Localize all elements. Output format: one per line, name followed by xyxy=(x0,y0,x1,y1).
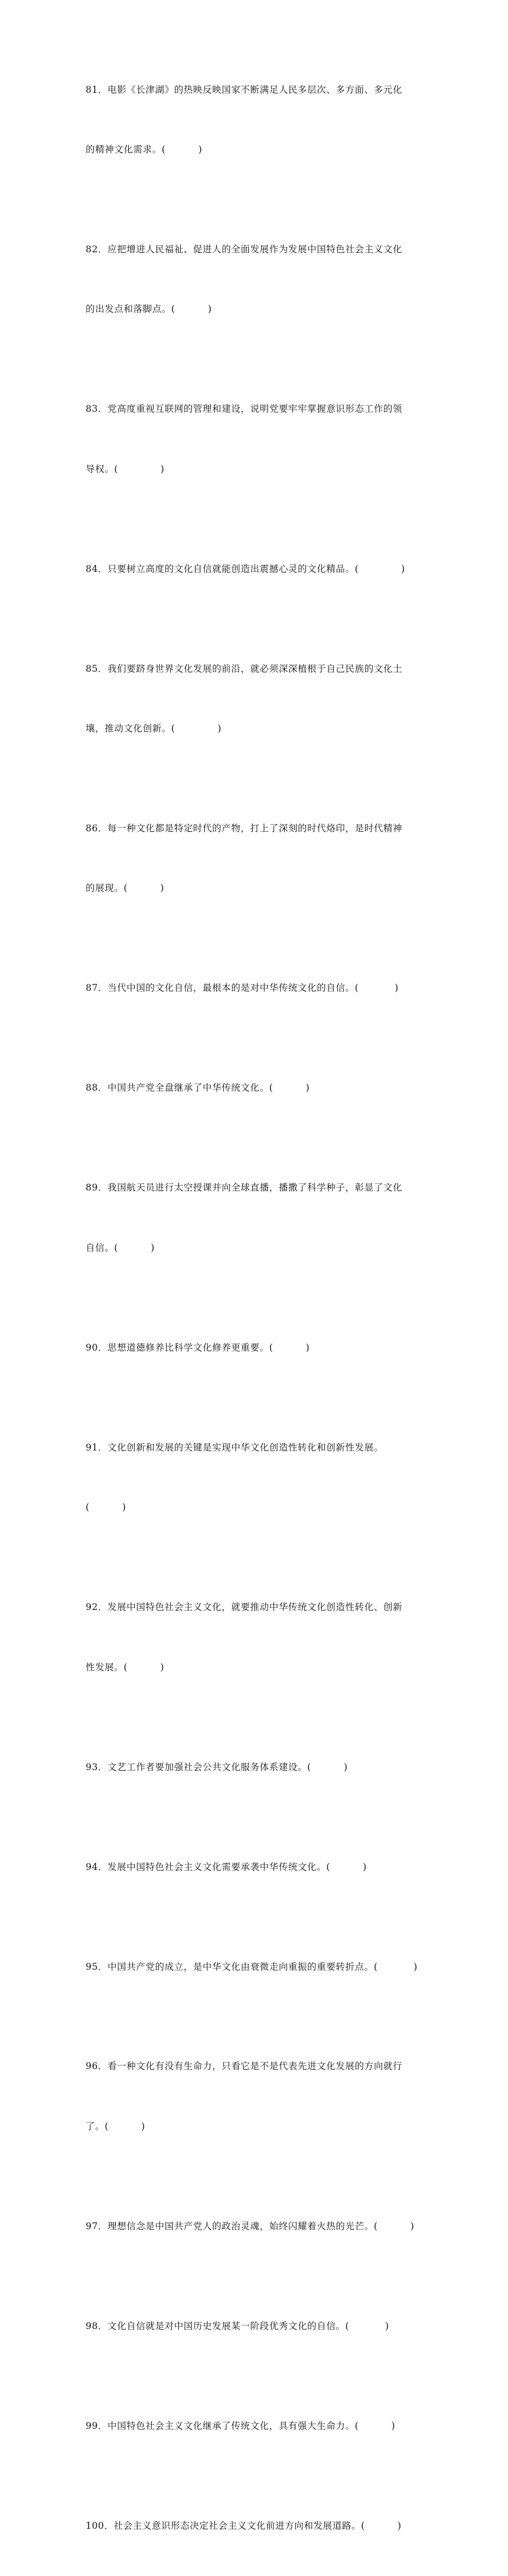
question-85 xyxy=(86,619,425,779)
question-83-line-1: 83．党高度重视互联网的管理和建设，说明党要牢牢掌握意识形态工作的领 xyxy=(86,404,403,415)
question-81-line-2: 的精神文化需求。( ) xyxy=(86,144,203,155)
question-83-line-2: 导权。( ) xyxy=(86,463,165,474)
question-92-line-2: 性发展。( ) xyxy=(86,1661,164,1673)
question-86 xyxy=(86,779,425,938)
question-87 xyxy=(86,939,425,1039)
question-87-line-1: 87．当代中国的文化自信，最根本的是对中华传统文化的自信。( ) xyxy=(86,983,399,994)
question-92 xyxy=(86,1558,425,1718)
question-91 xyxy=(86,1398,425,1557)
question-94 xyxy=(86,1817,425,1917)
question-83 xyxy=(86,360,425,519)
question-92-line-1: 92．发展中国特色社会主义文化，就要推动中华传统文化创造性转化、创新 xyxy=(86,1602,403,1613)
question-90 xyxy=(86,1298,425,1398)
question-100 xyxy=(86,2476,425,2576)
question-95 xyxy=(86,1917,425,2017)
question-100-line-1: 100．社会主义意识形态决定社会主义文化前进方向和发展道路。( ) xyxy=(86,2520,402,2531)
question-98 xyxy=(86,2276,425,2376)
question-99 xyxy=(86,2376,425,2476)
question-list xyxy=(86,40,425,2576)
question-91-line-1: 91．文化创新和发展的关键是实现中华文化创造性转化和创新性发展。 xyxy=(86,1442,383,1453)
question-89 xyxy=(86,1139,425,1298)
question-81-line-1: 81．电影《长津湖》的热映反映国家不断满足人民多层次、多方面、多元化 xyxy=(86,84,403,95)
question-96-line-1: 96．看一种文化有没有生命力，只看它是不是代表先进文化发展的方向就行 xyxy=(86,2061,403,2072)
question-86-line-1: 86．每一种文化都是特定时代的产物，打上了深刻的时代烙印，是时代精神 xyxy=(86,823,403,834)
question-91-line-2: ( ) xyxy=(86,1502,126,1513)
question-90-line-1: 90．思想道德修养比科学文化修养更重要。( ) xyxy=(86,1342,310,1353)
question-89-line-1: 89．我国航天员进行太空授课并向全球直播，播撒了科学种子，彰显了文化 xyxy=(86,1182,403,1193)
question-93 xyxy=(86,1718,425,1817)
question-84 xyxy=(86,519,425,619)
question-84-line-1: 84．只要树立高度的文化自信就能创造出震撼心灵的文化精品。( ) xyxy=(86,563,405,574)
question-85-line-1: 85．我们要跻身世界文化发展的前沿，就必须深深植根于自己民族的文化土 xyxy=(86,663,403,674)
question-88 xyxy=(86,1039,425,1139)
question-96-line-2: 了。( ) xyxy=(86,2120,145,2132)
question-82-line-1: 82．应把增进人民福祉、促进人的全面发展作为发展中国特色社会主义文化 xyxy=(86,243,403,255)
question-93-line-1: 93．文艺工作者要加强社会公共文化服务体系建设。( ) xyxy=(86,1761,348,1772)
question-89-line-2: 自信。( ) xyxy=(86,1242,155,1253)
question-98-line-1: 98．文化自信就是对中国历史发展某一阶段优秀文化的自信。( ) xyxy=(86,2320,389,2331)
question-97-line-1: 97．理想信念是中国共产党人的政治灵魂，始终闪耀着火热的光芒。( ) xyxy=(86,2220,415,2232)
question-95-line-1: 95．中国共产党的成立，是中华文化由衰微走向重振的重要转折点。( ) xyxy=(86,1961,418,1972)
question-81 xyxy=(86,40,425,200)
question-82 xyxy=(86,200,425,359)
question-85-line-2: 壤，推动文化创新。( ) xyxy=(86,723,222,734)
question-86-line-2: 的展现。( ) xyxy=(86,883,164,894)
question-96 xyxy=(86,2017,425,2177)
question-97 xyxy=(86,2177,425,2276)
question-88-line-1: 88．中国共产党全盘继承了中华传统文化。( ) xyxy=(86,1082,310,1094)
question-94-line-1: 94．发展中国特色社会主义文化需要承袭中华传统文化。( ) xyxy=(86,1861,367,1872)
question-82-line-2: 的出发点和落脚点。( ) xyxy=(86,304,212,315)
question-99-line-1: 99．中国特色社会主义文化继承了传统文化，具有强大生命力。( ) xyxy=(86,2420,396,2431)
